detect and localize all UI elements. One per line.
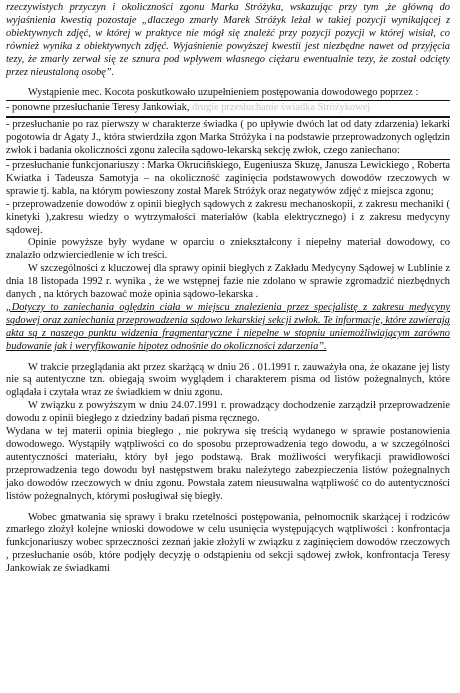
paragraph-text: - przeprowadzenie dowodów z opinii biegłych sądowych z zakresu mechanoskopii, z zakresu mechaniki ( kinetyki ),zakresu wiedzy o wytrzymałości materiałów (kabla elektrycznego) i z zakresu medycyny sądowej. (6, 198, 450, 236)
paragraph-11 (6, 400, 450, 426)
paragraph-8 (6, 263, 450, 302)
paragraph-3 (6, 100, 450, 117)
paragraph-text: Wystąpienie mec. Kocota poskutkowało uzupełnieniem postępowania dowodowego poprzez : (28, 87, 419, 99)
paragraph-text: Opinie powyższe były wydane w oparciu o zniekształcony i niepełny materiał dowodowy, co znalazło odzwierciedlenie w ich treści. (6, 237, 450, 262)
paragraph-text: W związku z powyższym w dniu 24.07.1991 r. prowadzący dochodzenie zarządził przeprowadzenie dowodu z opinii biegłego z dziedziny badań pisma ręcznego. (6, 400, 450, 425)
paragraph-12 (6, 426, 450, 503)
paragraph-text: Wydana w tej materii opinia biegłego , nie pokrywa się treścią wydanego w sprawie postanowienia dowodowego. Wystąpiły wątpliwości co do sposobu przeprowadzenia tego dowodu, a w szczególności autentyczności materiału, który był jego podstawą. Brak możliwości weryfikacji prawidłowości przeprowadzenia tego dowodu był następstwem braku należytego zabezpieczenia listów pożegnalnych jako dowodów rzeczowych w dniu zgonu. Powstała zatem nieusuwalna wątpliwość co do autentyczności listów pożegnalnych, którymi posługiwał się biegły. (6, 426, 450, 502)
paragraph-text: - ponowne przesłuchanie Teresy Jankowiak, (6, 102, 190, 114)
paragraph-7 (6, 237, 450, 263)
paragraph-text: rzeczywistych przyczyn i okoliczności zgonu Marka Stróżyka, wskazując przy tym ,że główną do wyjaśnienia kwestią pozostaje „dlaczego zmarły Marek Stróżyk leżał w takiej pozycji wynikającej z obiektywnych zdjęć, w której w praktyce nie mógł się znaleźć przy pozycji pozycji w której wisiał, co również wynika z obiektywnych zdjęć. Wyjaśnienie powyższej kwestii jest niezbędne nawet od przyjęcia tezy, że zmarły zerwał się ze sznura pod wpływem własnego ciężaru ewentualnie tezy, że został odcięty przez nieustaloną osobę”. (6, 2, 450, 78)
paragraph-text: - przesłuchanie po raz pierwszy w charakterze świadka ( po upływie dwóch lat od daty zdarzenia) lekarki pogotowia dr Agaty J., która stwierdziła zgon Marka Stróżyka i na podstawie przeprowadzonych oględzin zwłok i badania okoliczności zgonu zaleciła sądowo-lekarską sekcję zwłok, czego zaniechano: (6, 119, 450, 157)
faded-crossed-out-text: drugie przesłuchanie świadka Stróżykowej (192, 102, 371, 114)
paragraph-13 (6, 512, 450, 577)
paragraph-text: Wobec gmatwania się sprawy i braku rzetelności postępowania, pełnomocnik skarżącej i rodziców zmarłego złożył kolejne wnioski dowodowe w celu usunięcia występujących wątpliwości : konfrontacja funkcjonariuszy wobec sprzeczności zeznań jakie złożyli w związku z zaginięciem dowodów rzeczowych , przesłuchanie osób, które podjęły decyzję o odstąpieniu od sekcji sądowej zwłok, konfrontacja Teresy Jankowiak ze świadkami (6, 511, 450, 575)
paragraph-text: - przesłuchanie funkcjonariuszy : Marka Okruciñskiego, Eugeniusza Skuzę, Janusza Lewickiego , Roberta Kwiatka i Tadeusza Samotyja – na okoliczność zaginięcia podstawowych dowodów rzeczowych w sprawie tj. kabla, na którym powieszony został Marek Stróżyk oraz negatywów zdjęć z miejsca zgonu; (6, 159, 450, 197)
paragraph-6 (6, 199, 450, 238)
paragraph-2 (6, 87, 450, 100)
paragraph-5 (6, 160, 450, 199)
paragraph-text: „Dotyczy to zaniechania oględzin ciała w miejscu znalezienia przez specjalistę z zakresu medycyny sądowej oraz zaniechania przeprowadzenia sądowo lekarskiej sekcji zwłok. Te informacje, które zawierają akta są z naszego punktu widzenia fragmentaryczne i niepełne w stopniu uniemożliwiającym zarówno budowanie jak i weryfikowanie hipotez odnośnie do okoliczności zdarzenia”. (6, 301, 450, 352)
paragraph-text: W trakcie przeglądania akt przez skarżącą w dniu 26 . 01.1991 r. zauważyła ona, że okazane jej listy nie są autentyczne tzn. obiegają swoim wyglądem i charakterem pisma od listów pożegnalnych, które oglądała i czytała wraz ze świadkiem w dniu zgonu. (6, 361, 450, 399)
paragraph-10 (6, 362, 450, 401)
paragraph-9 (6, 302, 450, 354)
paragraph-text: W szczególności z kluczowej dla sprawy opinii biegłych z Zakładu Medycyny Sądowej w Lublinie z dnia 18 listopada 1992 r. wynika , że we wstępnej fazie nie zdolano w sprawie zgromadzić niezbędnych danych , na których bazować może opinia sądowo-lekarska . (6, 263, 450, 301)
paragraph-4 (6, 117, 450, 160)
paragraph-1 (6, 2, 450, 79)
